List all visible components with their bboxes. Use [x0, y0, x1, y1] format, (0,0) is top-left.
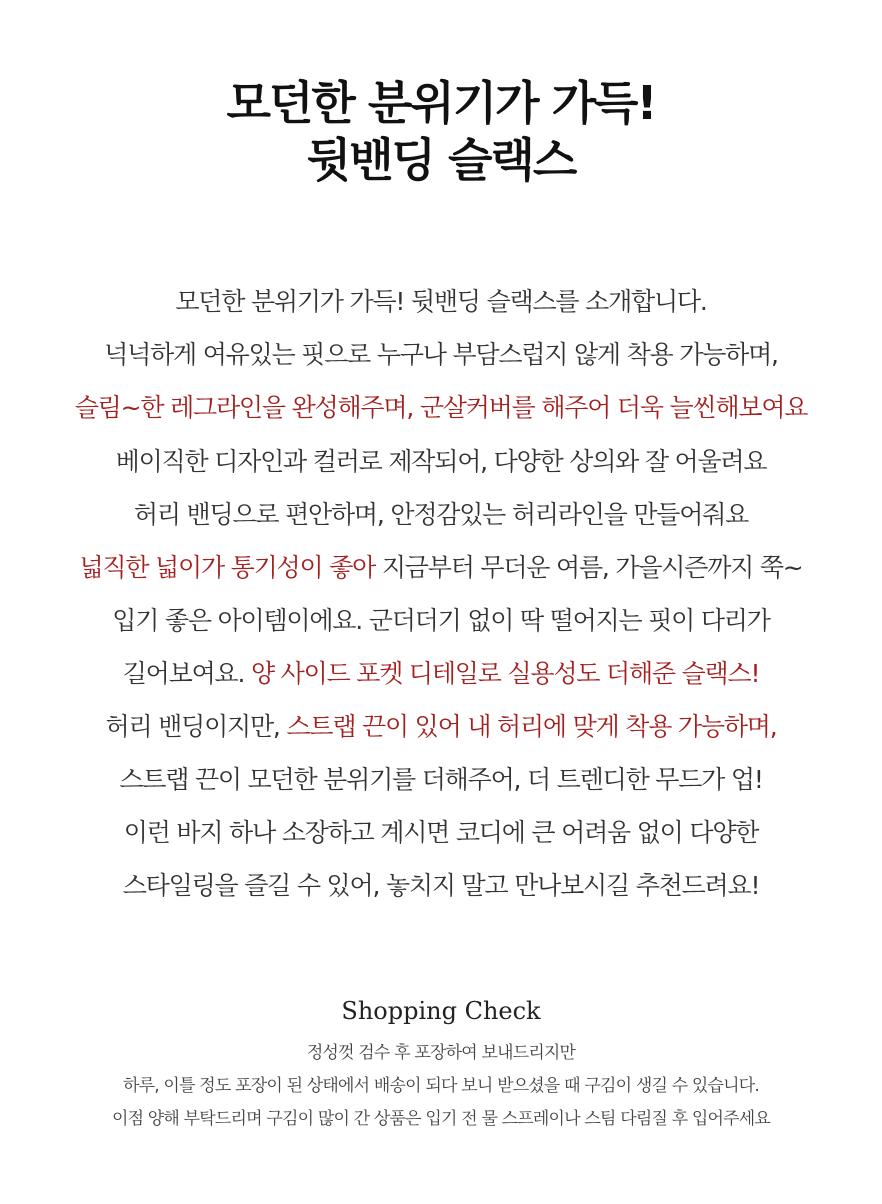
description-highlight: 스트랩 끈이 있어 내 허리에 맞게 착용 가능하며,	[286, 712, 777, 741]
description-text: 길어보여요.	[122, 659, 251, 688]
description-line	[0, 390, 882, 426]
description-line: 스트랩 끈이 모던한 분위기를 더해주어, 더 트렌디한 무드가 업!	[119, 765, 763, 794]
description-line	[0, 656, 882, 692]
description-highlight: 넓직한 넓이가 통기성이 좋아	[79, 553, 376, 582]
description-line: 입기 좋은 아이템이에요. 군더더기 없이 딱 떨어지는 핏이 다리가	[112, 606, 770, 635]
description-line	[0, 550, 882, 586]
description-text: 지금부터 무더운 여름, 가을시즌까지 쭉~	[375, 553, 803, 582]
description-line: 모던한 분위기가 가득! 뒷밴딩 슬랙스를 소개합니다.	[175, 287, 707, 316]
description-highlight: 양 사이드 포켓 디테일로 실용성도 더해준 슬랙스!	[250, 659, 760, 688]
description-line: 넉넉하게 여유있는 핏으로 누구나 부담스럽지 않게 착용 가능하며,	[104, 340, 778, 369]
description-line: 베이직한 디자인과 컬러로 제작되어, 다양한 상의와 잘 어울려요	[115, 447, 767, 476]
description-line: 이런 바지 하나 소장하고 계시면 코디에 큰 어려움 없이 다양한	[123, 818, 759, 847]
description-text: 허리 밴딩이지만,	[105, 712, 287, 741]
shopping-check-line: 이점 양해 부탁드리며 구김이 많이 간 상품은 입기 전 물 스프레이나 스팀 다림질 후 입어주세요	[111, 1109, 771, 1129]
description-highlight: 슬림~한 레그라인을 완성해주며, 군살커버를 해주어 더욱 늘씬해보여요	[74, 393, 808, 422]
description-line	[0, 709, 882, 745]
shopping-check-title: Shopping Check	[341, 997, 541, 1025]
description-line: 허리 밴딩으로 편안하며, 안정감있는 허리라인을 만들어줘요	[133, 500, 749, 529]
headline-line-2: 뒷밴딩 슬랙스	[306, 133, 576, 187]
headline-line-1: 모던한 분위기가 가득!	[226, 76, 656, 130]
shopping-check-line: 정성껏 검수 후 포장하여 보내드리지만	[306, 1043, 576, 1063]
description-line: 스타일링을 즐길 수 있어, 놓치지 말고 만나보시길 추천드려요!	[122, 871, 760, 900]
shopping-check-line: 하루, 이틀 정도 포장이 된 상태에서 배송이 되다 보니 받으셨을 때 구김이 생길 수 있습니다.	[122, 1076, 760, 1096]
